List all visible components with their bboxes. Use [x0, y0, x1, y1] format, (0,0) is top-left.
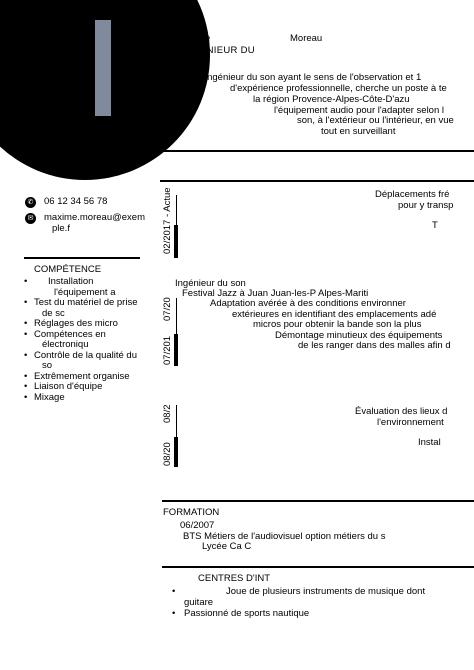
skill-item: • Extrêmement organise	[24, 372, 144, 383]
skills-list	[24, 277, 144, 403]
skill-item: • Compétences en électroniqu	[24, 330, 144, 351]
experience-date: 08/2	[162, 404, 173, 423]
interest-item: • Joue de plusieurs instruments de musique dont guitare	[172, 586, 425, 608]
experience-line: Déplacements fré	[375, 189, 450, 200]
profile-photo	[95, 20, 111, 116]
skill-item: • Test du matériel de prise de sc	[24, 298, 144, 319]
interests-list	[172, 586, 425, 619]
experience-place: Festival Jazz à Juan Juan-les-P Alpes-Mariti	[182, 288, 369, 299]
experience-line: Démontage minutieux des équipements	[275, 330, 443, 341]
experience-date: 07/201	[162, 335, 173, 365]
divider	[24, 257, 140, 259]
timeline-bar	[174, 334, 178, 366]
last-name: Moreau	[290, 33, 323, 44]
skill-item: • Mixage	[24, 393, 144, 404]
job-title: ENIEUR DU	[200, 45, 255, 56]
skill-item: • Contrôle de la qualité du so	[24, 351, 144, 372]
summary-line: d'expérience professionnelle, cherche un poste à te	[230, 83, 447, 94]
experience-line: Instal	[418, 437, 441, 448]
summary-line: l'équipement audio pour l'adapter selon l	[274, 105, 444, 116]
experience-line: pour y transp	[398, 200, 454, 211]
experience-line: Adaptation avérée à des conditions environner	[210, 298, 406, 309]
timeline-bar	[174, 225, 178, 258]
summary-line: la région Provence-Alpes-Côte-D'azu	[253, 94, 410, 105]
education-date: 06/2007	[180, 520, 215, 531]
skills-title: COMPÉTENCE	[34, 264, 102, 275]
experience-date: 07/20	[162, 297, 173, 321]
divider	[162, 566, 474, 568]
divider	[162, 500, 474, 502]
experience-line: de les ranger dans des malles afin d	[298, 340, 451, 351]
summary-line: tout en surveillant	[321, 126, 396, 137]
experience-date: 08/20	[162, 442, 173, 466]
experience-date: 02/2017 - Actue	[162, 187, 173, 254]
interests-title: CENTRES D'INT	[198, 573, 271, 584]
timeline-line	[176, 195, 177, 227]
skill-item: • Installation l'équipement a	[24, 277, 144, 298]
timeline-line	[176, 298, 177, 334]
email-address-continued: ple.f	[52, 223, 70, 234]
experience-line: Évaluation des lieux d	[355, 406, 448, 417]
education-degree: BTS Métiers de l'audiovisuel option métiers du s	[183, 531, 386, 542]
email-icon: ✉	[25, 213, 36, 224]
phone-icon: ✆	[25, 197, 36, 208]
experience-line: micros pour obtenir la bande son la plus	[253, 319, 422, 330]
skill-item: • Liaison d'équipe	[24, 382, 144, 393]
divider	[160, 180, 474, 182]
summary-line: son, à l'extérieur ou l'intérieur, en vue	[297, 115, 454, 126]
education-title: FORMATION	[163, 507, 220, 518]
experience-line: l'environnement	[377, 417, 444, 428]
experience-line: T	[432, 220, 438, 231]
skill-item: • Réglages des micro	[24, 319, 144, 330]
summary-line: ingénieur du son ayant le sens de l'observation et 1	[205, 72, 422, 83]
email-address: maxime.moreau@exem	[44, 212, 145, 223]
timeline-line	[176, 405, 177, 437]
education-school: Lycée Ca C	[202, 541, 252, 552]
first-name: e	[205, 33, 211, 44]
phone-number: 06 12 34 56 78	[44, 196, 108, 207]
interest-item: • Passionné de sports nautique	[172, 608, 425, 619]
timeline-bar	[174, 437, 178, 467]
experience-title: Ingénieur du son	[175, 278, 246, 289]
divider	[160, 150, 474, 152]
experience-line: extérieures en identifiant des emplacements adé	[232, 309, 437, 320]
